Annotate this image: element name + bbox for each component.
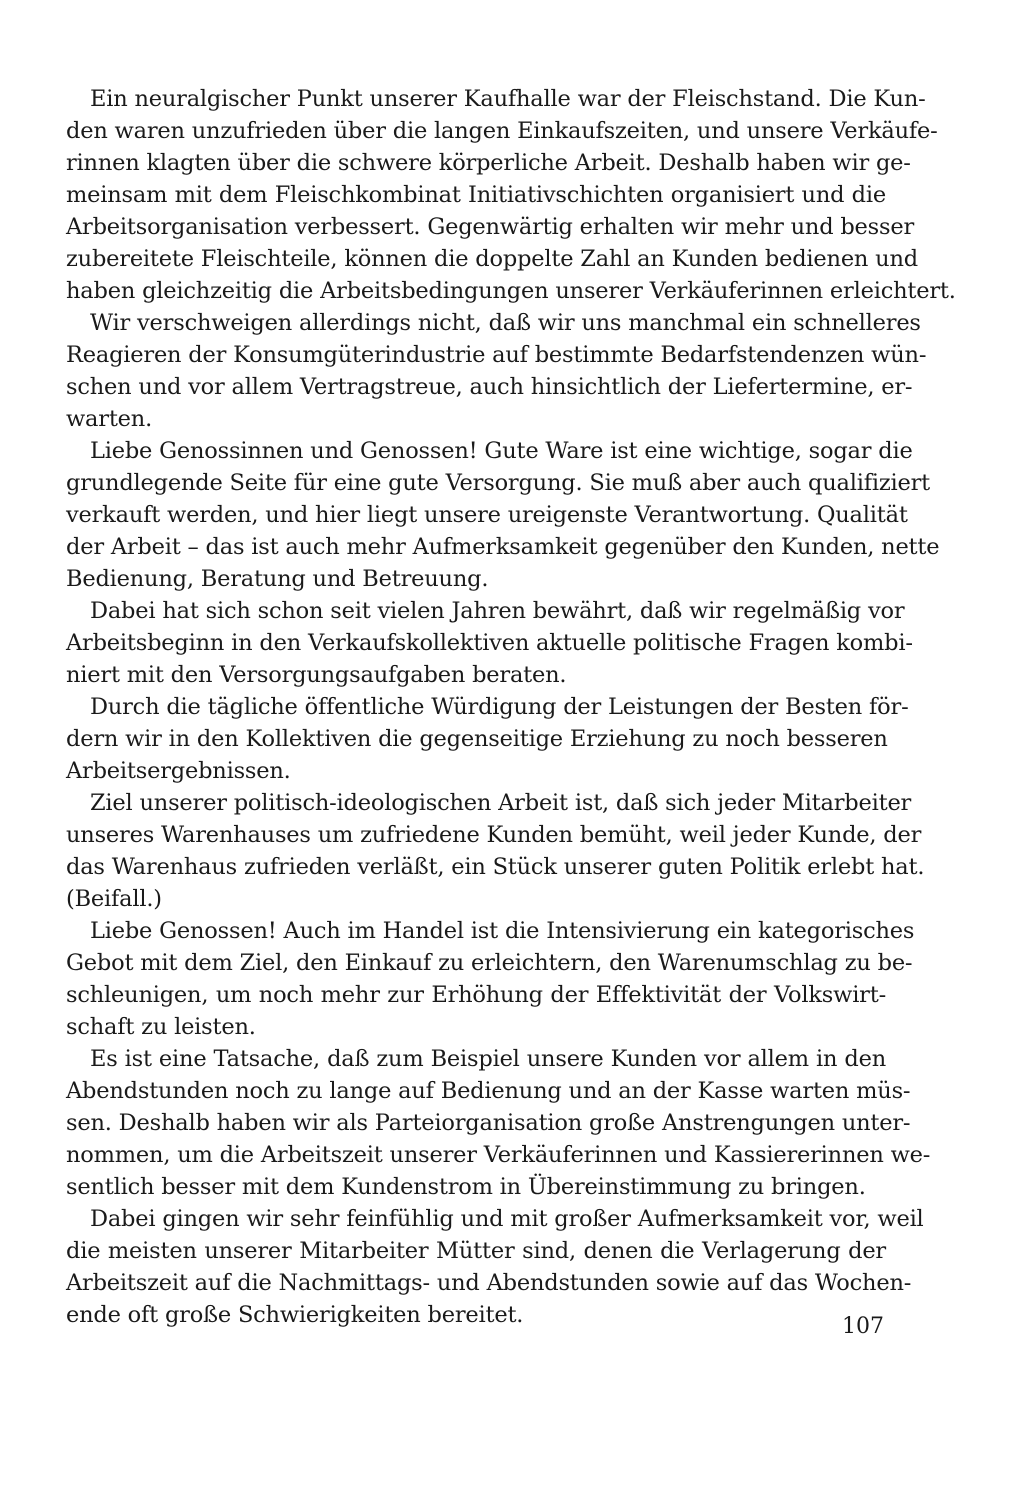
text-line: (Beifall.)	[66, 886, 162, 912]
text-line: Bedienung, Beratung und Betreuung.	[66, 566, 489, 592]
text-line: Wir verschweigen allerdings nicht, daß wir uns manchmal ein schnelleres	[90, 310, 921, 336]
text-line: das Warenhaus zufrieden verläßt, ein Stück unserer guten Politik erlebt hat.	[66, 854, 925, 880]
text-line: warten.	[66, 406, 153, 432]
text-line: Arbeitsbeginn in den Verkaufskollektiven aktuelle politische Fragen kombi-	[66, 630, 913, 656]
text-line: Ziel unserer politisch-ideologischen Arbeit ist, daß sich jeder Mitarbeiter	[90, 790, 912, 816]
text-line: rinnen klagten über die schwere körperliche Arbeit. Deshalb haben wir ge-	[66, 150, 911, 176]
text-line: sen. Deshalb haben wir als Parteiorganisation große Anstrengungen unter-	[66, 1110, 911, 1136]
text-line: schaft zu leisten.	[66, 1014, 256, 1040]
text-line: Gebot mit dem Ziel, den Einkauf zu erleichtern, den Warenumschlag zu be-	[66, 950, 913, 976]
text-line: Dabei hat sich schon seit vielen Jahren bewährt, daß wir regelmäßig vor	[90, 598, 905, 624]
text-line: zubereitete Fleischteile, können die doppelte Zahl an Kunden bedienen und	[66, 246, 918, 272]
page-number: 107	[842, 1314, 884, 1339]
text-line: Durch die tägliche öffentliche Würdigung der Leistungen der Besten för-	[90, 694, 909, 720]
text-line: sentlich besser mit dem Kundenstrom in Übereinstimmung zu bringen.	[66, 1174, 866, 1200]
text-line: Arbeitsorganisation verbessert. Gegenwärtig erhalten wir mehr und besser	[66, 214, 915, 240]
text-line: haben gleichzeitig die Arbeitsbedingungen unserer Verkäuferinnen erleichtert.	[66, 278, 956, 304]
text-line: ende oft große Schwierigkeiten bereitet.	[66, 1302, 524, 1328]
text-line: meinsam mit dem Fleischkombinat Initiativschichten organisiert und die	[66, 182, 886, 208]
text-line: niert mit den Versorgungsaufgaben beraten.	[66, 662, 567, 688]
text-line: dern wir in den Kollektiven die gegenseitige Erziehung zu noch besseren	[66, 726, 888, 752]
text-line: Abendstunden noch zu lange auf Bedienung und an der Kasse warten müs-	[66, 1078, 911, 1104]
text-line: die meisten unserer Mitarbeiter Mütter sind, denen die Verlagerung der	[66, 1238, 886, 1264]
text-line: Es ist eine Tatsache, daß zum Beispiel unsere Kunden vor allem in den	[90, 1046, 886, 1072]
text-line: schen und vor allem Vertragstreue, auch hinsichtlich der Liefertermine, er-	[66, 374, 913, 400]
text-line: grundlegende Seite für eine gute Versorgung. Sie muß aber auch qualifiziert	[66, 470, 931, 496]
text-line: Liebe Genossen! Auch im Handel ist die Intensivierung ein kategorisches	[90, 918, 915, 944]
text-line: Arbeitsergebnissen.	[66, 758, 291, 784]
text-line: der Arbeit – das ist auch mehr Aufmerksamkeit gegenüber den Kunden, nette	[66, 534, 940, 560]
text-line: verkauft werden, und hier liegt unsere ureigenste Verantwortung. Qualität	[66, 502, 908, 528]
text-line: Liebe Genossinnen und Genossen! Gute Ware ist eine wichtige, sogar die	[90, 438, 913, 464]
document-page	[66, 0, 956, 1486]
text-line: Ein neuralgischer Punkt unserer Kaufhalle war der Fleischstand. Die Kun-	[90, 86, 926, 112]
text-line: unseres Warenhauses um zufriedene Kunden bemüht, weil jeder Kunde, der	[66, 822, 922, 848]
text-line: Dabei gingen wir sehr feinfühlig und mit großer Aufmerksamkeit vor, weil	[90, 1206, 924, 1232]
text-line: Arbeitszeit auf die Nachmittags- und Abendstunden sowie auf das Wochen-	[66, 1270, 912, 1296]
text-line: Reagieren der Konsumgüterindustrie auf bestimmte Bedarfstendenzen wün-	[66, 342, 927, 368]
text-line: nommen, um die Arbeitszeit unserer Verkäuferinnen und Kassiererinnen we-	[66, 1142, 931, 1168]
text-line: schleunigen, um noch mehr zur Erhöhung der Effektivität der Volkswirt-	[66, 982, 886, 1008]
text-line: den waren unzufrieden über die langen Einkaufszeiten, und unsere Verkäufe-	[66, 118, 938, 144]
